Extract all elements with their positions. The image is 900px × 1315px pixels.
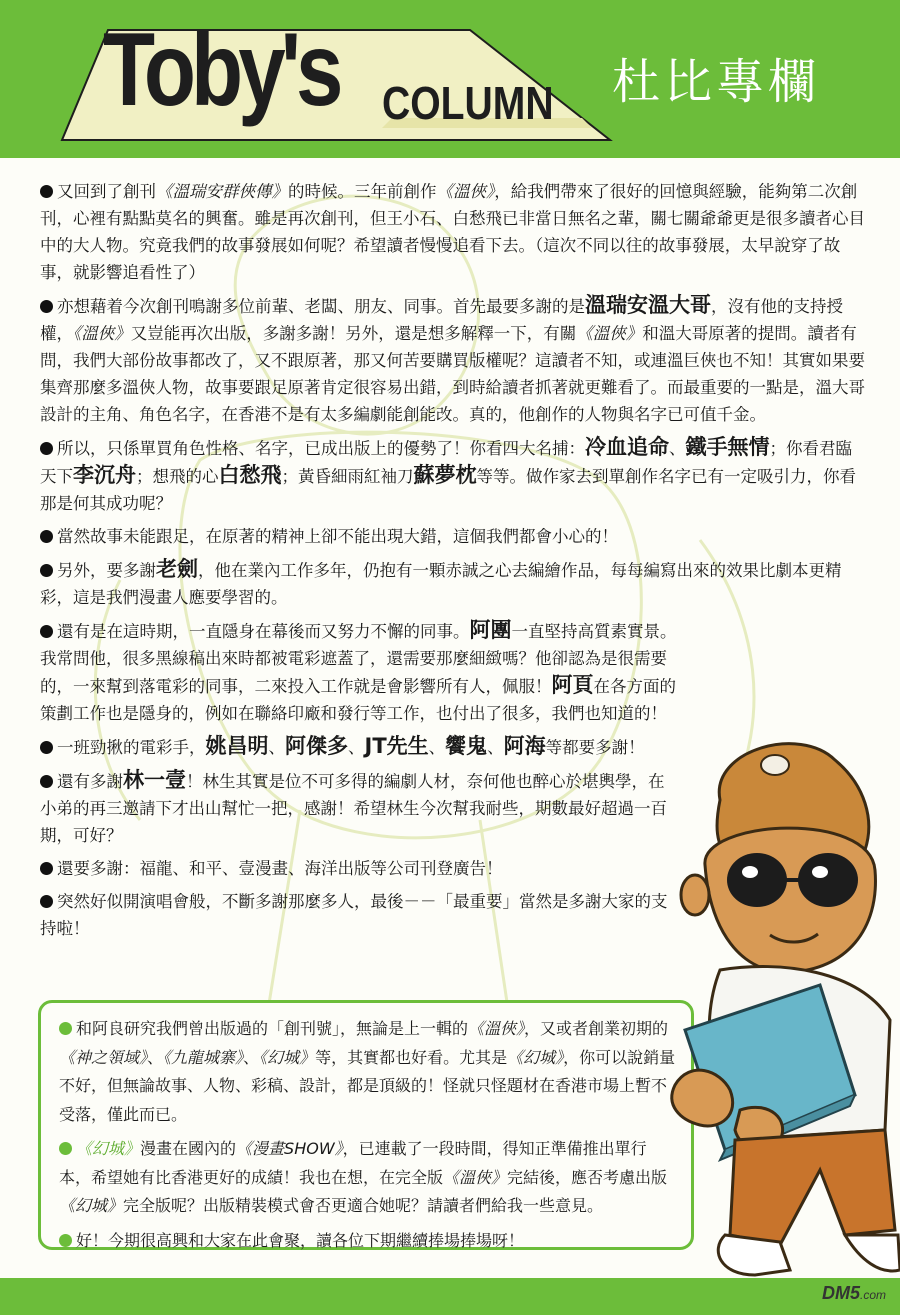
text-segment: 《溫俠》 <box>73 324 131 343</box>
column-title: Toby's <box>103 12 339 128</box>
paragraph <box>59 1015 677 1129</box>
text-segment: 另外，要多謝 <box>57 561 156 580</box>
text-segment: 還有是在這時期，一直隱身在幕後而又努力不懈的同事。 <box>57 622 470 641</box>
bullet-icon <box>40 741 53 754</box>
watermark-logo <box>822 1283 886 1304</box>
highlighted-name: 冷血追命 <box>585 435 669 459</box>
text-segment: ，沒有他的支持授權， <box>40 297 843 343</box>
text-segment: ，給我們帶來了很好的回憶與經驗，能夠第二次創刊，心裡有點點莫名的興奮。雖是再次創刊，但王小石、白愁飛已非當日無名之輩，關七關爺爺更是很多讀者心目中的大人物。究竟我們的故事發展如何呢？希望讀者慢慢追看下去。（這次不同以往的故事發展，太早說穿了故事，就影響追看性了） <box>40 182 865 282</box>
text-segment: 《溫俠》 <box>468 1019 525 1038</box>
text-segment: 所以，只係單買角色性格、名字，已成出版上的優勢了！你看四大名捕： <box>57 439 585 458</box>
text-segment: 和溫大哥原著的提問。讀者有問，我們大部份故事都改了，又不跟原著，那又何苦要購買版權呢？這讀者不知，或連溫巨俠也不知！其實如果要集齊那麼多溫俠人物，故事要跟足原著肯定很容易出錯，到時給讀者抓著就更難看了。而最重要的一點是，溫大哥設計的主角、角色名字，在香港不是有太多編劇能創能改。真的，他創作的人物與名字已可值千金。 <box>40 324 865 424</box>
text-segment: ；想飛的心 <box>136 467 219 486</box>
text-segment: 《幻城》 <box>76 1139 141 1158</box>
green-bullet-icon <box>59 1022 72 1035</box>
highlighted-name: 阿海 <box>503 734 546 758</box>
green-bullet-icon <box>59 1234 72 1247</box>
green-bullet-icon <box>59 1142 72 1155</box>
highlighted-name: 老劍 <box>156 557 198 581</box>
paragraph <box>59 1227 677 1256</box>
text-segment: 等等。做作家去到單創作名字已有一定吸引力，你看那是何其成功呢？ <box>40 467 856 513</box>
watermark-sub: .com <box>859 1288 886 1302</box>
paragraph <box>40 434 866 517</box>
paragraph <box>40 733 680 761</box>
text-segment: 亦想藉着今次創刊鳴謝多位前輩、老闆、朋友、同事。首先最要多謝的是 <box>57 297 585 316</box>
paragraph <box>40 617 680 727</box>
highlighted-name: 溫瑞安溫大哥 <box>585 293 711 317</box>
text-segment: 和阿良研究我們曾出版過的「創刊號」，無論是上一輯的 <box>76 1019 469 1038</box>
text-segment: ，已連載了一段時間，得知正準備推出單行本，希望她有比香港更好的成績！我也在想，在完全版 <box>59 1139 647 1187</box>
paragraph <box>59 1135 677 1221</box>
bullet-icon <box>40 625 53 638</box>
text-segment: 漫畫在國內的 <box>140 1139 237 1158</box>
highlighted-name: 阿傑多 <box>285 734 348 758</box>
highlighted-name: 蘇夢枕 <box>413 463 477 487</box>
text-segment: 又豈能再次出版，多謝多謝！另外，還是想多解釋一下，有關 <box>130 324 577 343</box>
text-segment: 《漫畫SHOW》 <box>236 1139 343 1158</box>
highlighted-name: JT先生 <box>364 734 429 758</box>
bullet-icon <box>40 185 53 198</box>
text-segment: 《溫俠》 <box>576 324 643 343</box>
text-segment: 、 <box>243 1047 260 1067</box>
text-segment: 《溫瑞安群俠傳》 <box>156 182 288 201</box>
bullet-icon <box>40 564 53 577</box>
paragraph <box>40 855 680 882</box>
text-segment: ，你可以說銷量不好，但無論故事、人物、彩稿、設計，都是頂級的！怪就只怪題材在香港市場上暫不受落，僅此而已。 <box>59 1047 676 1124</box>
watermark-main: DM5 <box>821 1283 860 1303</box>
text-segment: 還有多謝 <box>57 772 123 791</box>
text-segment: 、 <box>487 738 504 757</box>
text-segment: 等都要多謝！ <box>545 738 645 757</box>
paragraph <box>40 178 866 286</box>
paragraph <box>40 556 866 611</box>
column-title-chinese: 杜比專欄 <box>612 54 821 110</box>
highlighted-name: 阿頁 <box>551 673 594 697</box>
text-segment: 《幻城》 <box>259 1047 316 1067</box>
text-segment: 好！今期很高興和大家在此會聚，讀各位下期繼續捧場捧場呀！ <box>76 1230 525 1250</box>
text-segment: 、 <box>428 738 446 757</box>
bullet-icon <box>40 895 53 908</box>
text-segment: 完全版呢？出版精裝模式會否更適合她呢？請讀者們給我一些意見。 <box>123 1196 604 1215</box>
header-banner <box>0 0 900 158</box>
text-segment: 完結後，應否考慮出版 <box>507 1167 668 1187</box>
text-segment: 還要多謝：福龍、和平、壹漫畫、海洋出版等公司刊登廣告！ <box>57 859 503 878</box>
toby-cartoon-icon <box>672 744 900 1275</box>
text-segment: 、 <box>669 439 686 458</box>
highlighted-name: 饗鬼 <box>445 734 488 758</box>
highlighted-name: 姚昌明 <box>205 734 269 758</box>
text-segment: 當然故事未能跟足，在原著的精神上卻不能出現大錯，這個我們都會小心的！ <box>57 527 618 546</box>
bullet-icon <box>40 300 53 313</box>
text-segment: 一直堅持高質素實景。我常問他，很多黑線稿出來時都被電彩遮蓋了，還需要那麼細緻嗎？他卻認為是很需要的，一來幫到落電彩的同事，二來投入工作就是會影響所有人，佩服！ <box>40 622 677 696</box>
text-segment: 、 <box>147 1047 164 1067</box>
paragraph <box>40 292 866 428</box>
text-segment: 《溫俠》 <box>436 182 495 201</box>
highlighted-name: 鐵手無情 <box>685 435 770 459</box>
text-segment: ；黃昏細雨紅袖刀 <box>281 467 414 486</box>
highlighted-name: 李沉舟 <box>73 463 136 487</box>
highlighted-name: 白愁飛 <box>218 463 282 487</box>
text-segment: 的時候。三年前創作 <box>288 182 437 201</box>
footer-bar <box>0 1278 900 1315</box>
text-segment: 《幻城》 <box>507 1047 564 1067</box>
text-segment: 、 <box>348 738 365 757</box>
text-segment: 《神之領域》 <box>59 1047 148 1067</box>
bullet-icon <box>40 442 53 455</box>
green-note-box <box>38 1000 694 1250</box>
highlighted-name: 林一壹 <box>123 768 186 792</box>
paragraph <box>40 523 866 550</box>
text-segment: ！林生其實是位不可多得的編劇人材，奈何他也醉心於堪輿學，在小弟的再三邀請下才出山幫忙一把，感謝！希望林生今次幫我耐些，期數最好超過一百期，可好？ <box>40 772 667 845</box>
text-segment: ，又或者創業初期的 <box>524 1019 669 1038</box>
highlighted-name: 阿團 <box>469 618 512 642</box>
character-illustration <box>660 730 900 1290</box>
column-subtitle: COLUMN <box>382 77 554 129</box>
bullet-icon <box>40 530 53 543</box>
paragraph <box>40 888 680 942</box>
text-segment: 《九龍城寨》 <box>163 1047 244 1067</box>
text-segment: 《溫俠》 <box>443 1167 508 1187</box>
bullet-icon <box>40 862 53 875</box>
text-segment: ，他在業內工作多年，仍抱有一顆赤誠之心去編繪作品，每每編寫出來的效果比劇本更精彩，這是我們漫畫人應要學習的。 <box>40 561 842 607</box>
bullet-icon <box>40 775 53 788</box>
text-segment: 《幻城》 <box>59 1196 124 1215</box>
text-segment: ；你看君臨天下 <box>40 439 852 486</box>
text-segment: 在各方面的策劃工作也是隱身的，例如在聯絡印廠和發行等工作，也付出了很多，我們也知道的！ <box>40 677 676 723</box>
text-segment: 突然好似開演唱會般，不斷多謝那麼多人，最後－－「最重要」當然是多謝大家的支持啦！ <box>40 892 668 938</box>
text-segment: 、 <box>268 738 285 757</box>
text-segment: 等，其實都也好看。尤其是 <box>315 1047 508 1067</box>
text-segment: 一班勁揪的電彩手， <box>57 738 206 757</box>
paragraph <box>40 767 680 849</box>
text-segment: 又回到了創刊 <box>57 182 156 201</box>
